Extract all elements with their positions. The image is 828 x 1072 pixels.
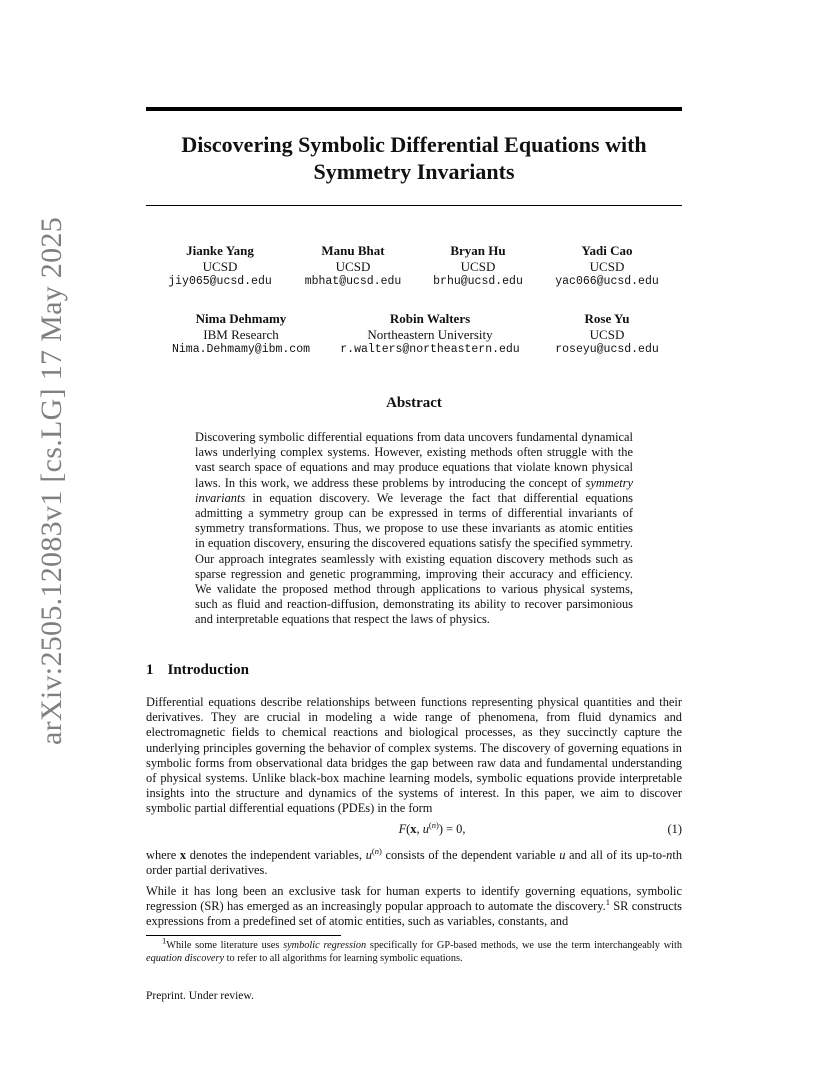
author-name: Yadi Cao — [581, 243, 633, 258]
section-heading — [146, 662, 249, 679]
author-name: Nima Dehmamy — [195, 311, 287, 326]
title-top-rule — [146, 107, 682, 111]
author-block — [546, 311, 668, 358]
author-email[interactable]: r.walters@northeastern.edu — [340, 343, 520, 356]
author-email[interactable]: mbhat@ucsd.edu — [304, 275, 402, 288]
preprint-note: Preprint. Under review. — [146, 990, 254, 1002]
author-affiliation: Northeastern University — [367, 326, 493, 342]
author-email[interactable]: roseyu@ucsd.edu — [555, 343, 659, 356]
arxiv-identifier: arXiv:2505.12083v1 [cs.LG] 17 May 2025 — [35, 217, 68, 745]
footnote-rule — [146, 935, 341, 936]
author-name: Robin Walters — [389, 311, 471, 326]
intro-paragraph: Differential equations describe relationships between functions representing physical quantities and their derivatives. They are crucial in modeling a wide range of phenomena, from fluid dynamics and electromagnetic fields to chemical reactions and biological processes, as they succinctly capture the underlying principles governing the behavior of complex systems. The discovery of governing equations in symbolic forms from observational data bridges the gap between raw data and fundamental understanding of physical systems. Unlike black-box machine learning models, symbolic equations provide interpretable insights into the structure and dynamics of the systems of interest. In this paper, we aim to discover symbolic partial differential equations (PDEs) in the form — [146, 695, 682, 816]
author-name: Bryan Hu — [450, 243, 506, 258]
equation-number: (1) — [667, 822, 682, 836]
author-block — [330, 311, 530, 358]
author-affiliation: UCSD — [460, 258, 496, 274]
author-block — [418, 243, 538, 290]
author-affiliation: IBM Research — [203, 326, 279, 342]
author-name: Manu Bhat — [321, 243, 385, 258]
abstract-text: Discovering symbolic differential equations from data uncovers fundamental dynamical laws underlying complex systems. However, existing methods often struggle with the vast search space of equations and may produce equations that violate known physical laws. In this work, we address these problems by introducing the concept of — [195, 430, 633, 490]
abstract-body — [195, 430, 633, 628]
paper-title: Discovering Symbolic Differential Equations with Symmetry Invariants — [181, 132, 647, 184]
author-block — [158, 311, 324, 358]
author-block — [293, 243, 413, 290]
equation-expression: F(x, $u^{(n)}) = 0$, — [398, 819, 466, 836]
author-email[interactable]: Nima.Dehmamy@ibm.com — [171, 343, 311, 356]
abstract-text: in equation discovery. We leverage the fact that differential equations admitting a symmetry group can be expressed in terms of differential invariants of symmetry transformations. Thus, we propose to use these invariants as atomic entities in equation discovery, ensuring the discovered equations satisfy the specified symmetry. Our approach integrates seamlessly with existing equation discovery methods such as sparse regression and genetic programming, improving their accuracy and efficiency. We validate the proposed method through applications to various physical systems, such as fluid and reaction-diffusion, demonstrating its ability to recover parsimonious and interpretable equations that respect the laws of physics. — [195, 490, 633, 627]
author-name: Rose Yu — [584, 311, 630, 326]
author-email[interactable]: brhu@ucsd.edu — [433, 275, 523, 288]
author-affiliation: UCSD — [202, 258, 238, 274]
author-block — [160, 243, 280, 290]
author-affiliation: UCSD — [589, 326, 625, 342]
author-email[interactable]: yac066@ucsd.edu — [555, 275, 659, 288]
footnote-number: 1 — [162, 935, 167, 946]
author-affiliation: UCSD — [589, 258, 625, 274]
footnote: $^1$While some literature uses symbolic regression specifically for GP-based methods, we use the term interchangeably with equation discovery to refer to all algorithms for learning symbolic equations. — [146, 935, 682, 964]
section-number: 1 — [146, 662, 154, 678]
abstract-emphasis: symmetry invariants — [195, 475, 633, 505]
abstract-heading: Abstract — [386, 395, 442, 411]
intro-paragraph: where x denotes the independent variables, $u^{(n)}$ consists of the dependent variable u and all of its up-to-nth order partial derivatives. — [146, 845, 683, 878]
author-affiliation: UCSD — [335, 258, 371, 274]
author-name: Jianke Yang — [186, 243, 254, 258]
author-email[interactable]: jiy065@ucsd.edu — [168, 275, 272, 288]
footnote-marker[interactable]: 1 — [605, 897, 610, 908]
section-title: Introduction — [167, 662, 249, 678]
author-block — [547, 243, 667, 290]
title-bottom-rule — [146, 205, 682, 206]
intro-paragraph: While it has long been an exclusive task for human experts to identify governing equations, symbolic regression (SR) has emerged as an increasingly popular approach to automate the discovery.$^1$ SR constructs expressions from a predefined set of atomic entities, such as variables, constants, and — [146, 884, 682, 929]
